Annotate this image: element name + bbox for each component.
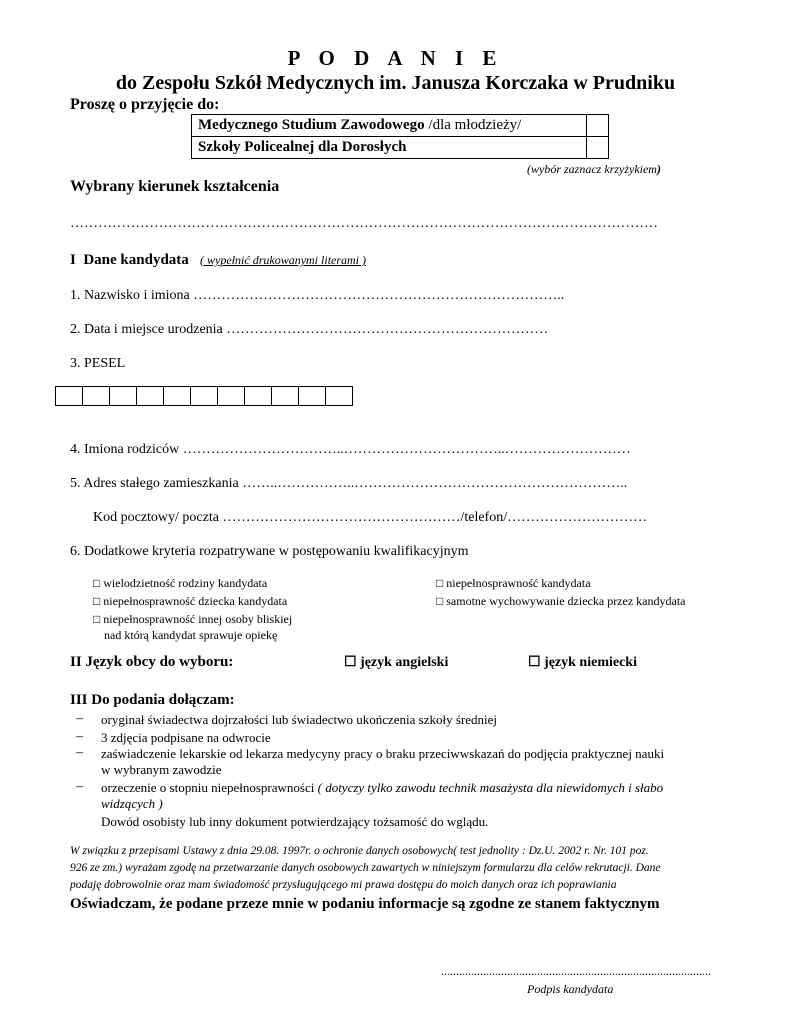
list-dash: – <box>76 729 83 744</box>
postal-field[interactable]: Kod pocztowy/ poczta ……………………………………………/telefon/………………………… <box>93 510 648 525</box>
pesel-box[interactable] <box>217 386 245 406</box>
surname-field[interactable]: 1. Nazwisko i imiona …………………………………………………………………….. <box>70 288 565 303</box>
pesel-boxes[interactable] <box>56 386 353 406</box>
language-label: II Język obcy do wyboru: <box>70 654 234 670</box>
signature-label: Podpis kandydata <box>527 982 614 996</box>
address-field[interactable]: 5. Adres stałego zamieszkania ……..……………..………………………………………………….. <box>70 476 628 491</box>
criterion-large-family[interactable]: □ wielodzietność rodziny kandydata <box>93 576 268 590</box>
attachment-item: orzeczenie o stopniu niepełnosprawności ( dotyczy tylko zawodu technik masażysta dla niewidomych i słabo <box>101 780 664 795</box>
pesel-box[interactable] <box>244 386 272 406</box>
direction-field[interactable]: ……………………………………………………………………………………………………………… <box>70 216 658 231</box>
parents-field[interactable]: 4. Imiona rodziców ……………………………..……………………………..……………………… <box>70 442 631 457</box>
school-option-1-checkbox[interactable] <box>587 115 609 137</box>
pesel-box[interactable] <box>136 386 164 406</box>
criterion-candidate-disability[interactable]: □ niepełnosprawność kandydata <box>436 576 591 590</box>
criterion-single-parent[interactable]: □ samotne wychowywanie dziecka przez kandydata <box>436 594 686 608</box>
signature-field[interactable]: .......................................................................................... <box>441 964 711 978</box>
attachment-item: oryginał świadectwa dojrzałości lub świadectwo ukończenia szkoły średniej <box>101 712 498 727</box>
school-option-1: Medycznego Studium Zawodowego /dla młodzieży/ <box>192 115 587 137</box>
gdpr-line-2: 926 ze zm.) wyrażam zgodę na przetwarzanie danych osobowych zawartych w niniejszym formularzu dla celów rekrutacji. Dane <box>70 862 661 874</box>
school-choice-table <box>191 114 609 159</box>
birth-field[interactable]: 2. Data i miejsce urodzenia …………………………………………………………… <box>70 322 549 337</box>
form-title: P O D A N I E <box>287 46 504 70</box>
pesel-box[interactable] <box>55 386 83 406</box>
school-option-2-checkbox[interactable] <box>587 137 609 159</box>
direction-label: Wybrany kierunek kształcenia <box>70 178 280 195</box>
pesel-box[interactable] <box>298 386 326 406</box>
pesel-box[interactable] <box>163 386 191 406</box>
pesel-box[interactable] <box>271 386 299 406</box>
attachments-label: III Do podania dołączam: <box>70 692 235 708</box>
pesel-box[interactable] <box>190 386 218 406</box>
language-german[interactable]: ☐ język niemiecki <box>528 655 637 670</box>
form-subtitle: do Zespołu Szkół Medycznych im. Janusza Korczaka w Prudniku <box>115 72 676 94</box>
language-english[interactable]: ☐ język angielski <box>344 655 449 670</box>
school-option-2: Szkoły Policealnej dla Dorosłych <box>192 137 587 159</box>
gdpr-line-3: podaję dobrowolnie oraz mam świadomość przysługującego mi prawa dostępu do moich danych oraz ich poprawiania <box>70 879 617 891</box>
list-dash: – <box>76 745 83 760</box>
attachment-item: Dowód osobisty lub inny dokument potwierdzający tożsamość do wglądu. <box>101 814 489 829</box>
list-dash: – <box>76 779 83 794</box>
declaration: Oświadczam, że podane przeze mnie w podaniu informacje są zgodne ze stanem faktycznym <box>70 896 660 912</box>
section1-heading: I Dane kandydata ( wypełnić drukowanymi literami ) <box>70 252 367 268</box>
attachment-item: zaświadczenie lekarskie od lekarza medycyny pracy o braku przeciwwskazań do podjęcia praktycznej nauki <box>101 746 665 761</box>
criterion-relative-disability-cont: nad którą kandydat sprawuje opiekę <box>104 628 278 642</box>
criterion-relative-disability[interactable]: □ niepełnosprawność innej osoby bliskiej <box>93 612 293 626</box>
choice-hint: (wybór zaznacz krzyżykiem) <box>527 162 661 176</box>
list-dash: – <box>76 711 83 726</box>
criteria-label: 6. Dodatkowe kryteria rozpatrywane w postępowaniu kwalifikacyjnym <box>70 544 469 559</box>
pesel-box[interactable] <box>109 386 137 406</box>
attachment-item: 3 zdjęcia podpisane na odwrocie <box>101 730 271 745</box>
criterion-child-disability[interactable]: □ niepełnosprawność dziecka kandydata <box>93 594 288 608</box>
gdpr-line-1: W związku z przepisami Ustawy z dnia 29.08. 1997r. o ochronie danych osobowych( test jednolity : Dz.U. 2002 r. Nr. 101 poz. <box>70 845 649 857</box>
pesel-label: 3. PESEL <box>70 356 126 371</box>
attachment-item-cont: w wybranym zawodzie <box>101 762 222 777</box>
request-label: Proszę o przyjęcie do: <box>70 96 220 113</box>
attachment-item-cont: widzących ) <box>101 796 163 811</box>
pesel-box[interactable] <box>325 386 353 406</box>
pesel-box[interactable] <box>82 386 110 406</box>
